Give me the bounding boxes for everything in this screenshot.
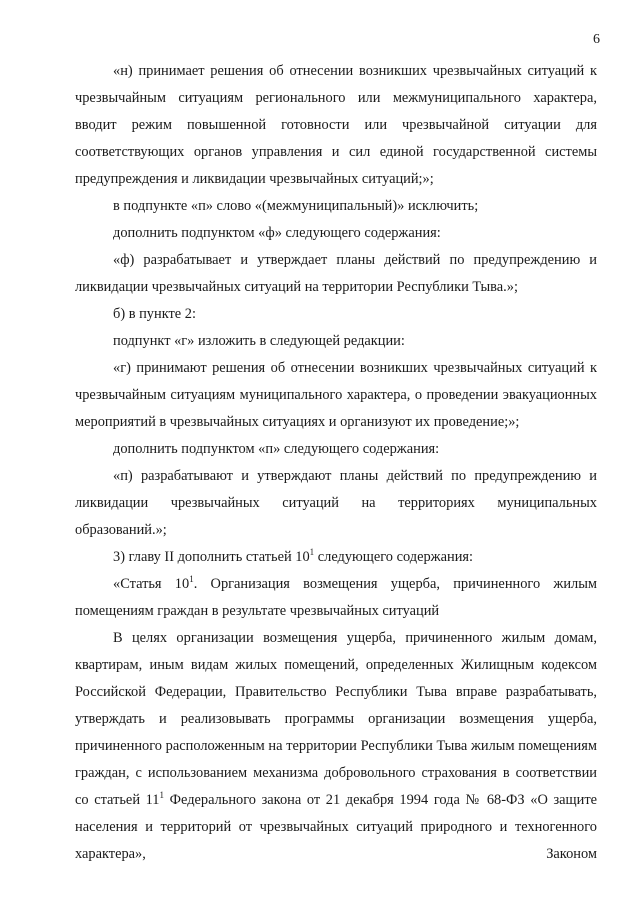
superscript: 1 [189,574,194,584]
article-body-text-end: Федерального закона от 21 декабря 1994 года № 68-ФЗ «О защите населения и территорий от чрезвычайных ситуаций природного и техногенного характера», Законом [75,792,597,862]
paragraph-b: б) в пункте 2: [113,306,196,322]
paragraph-chapter-add-text: 3) главу II дополнить статьей 10 [113,549,310,565]
article-body [75,625,597,868]
paragraph-chapter-add [75,544,597,571]
paragraph-n: «н) принимает решения об отнесении возникших чрезвычайных ситуаций к чрезвычайным ситуациям регионального или межмуниципального характера, вводит режим повышенной готовности или чрезвычайной ситуации для соответствующих органов управления и сил единой государственной системы предупреждения и ликвидации чрезвычайных ситуаций;»; [75,63,597,187]
paragraph-g-edit: подпункт «г» изложить в следующей редакции: [113,333,405,349]
article-heading-text-end: . Организация возмещения ущерба, причиненного жилым помещениям граждан в результате чрезвычайных ситуаций [75,576,598,619]
superscript: 1 [309,547,315,557]
document-body [75,58,597,868]
page-number: 6 [593,32,600,47]
paragraph-add-p: дополнить подпунктом «п» следующего содержания: [113,441,440,457]
article-heading-text: «Статья 10 [113,576,190,592]
paragraph-g: «г) принимают решения об отнесении возникших чрезвычайных ситуаций к чрезвычайным ситуациям муниципального характера, о проведении эвакуационных мероприятий в чрезвычайных ситуациях и организуют их проведение;»; [75,360,597,430]
paragraph-add-f: дополнить подпунктом «ф» следующего содержания: [113,225,441,241]
article-heading [75,571,597,625]
article-body-text: В целях организации возмещения ущерба, причиненного жилым домам, квартирам, иным видам жилых помещений, определенных Жилищным кодексом Российской Федерации, Правительство Республики Тыва вправе разрабатывать, утверждать и реализовывать программы организации возмещения ущерба, причиненного расположенным на территории Республики Тыва жилым помещениям граждан, с использованием механизма добровольного страхования в соответствии со статьей 11 [75,630,597,808]
paragraph-exclude-p: в подпункте «п» слово «(межмуниципальный)» исключить; [113,198,479,214]
paragraph-chapter-add-text-end: следующего содержания: [314,549,474,565]
paragraph-f: «ф) разрабатывает и утверждает планы действий по предупреждению и ликвидации чрезвычайных ситуаций на территории Республики Тыва.»; [75,252,597,295]
paragraph-p: «п) разрабатывают и утверждают планы действий по предупреждению и ликвидации чрезвычайных ситуаций на территориях муниципальных образований.»; [75,468,597,538]
superscript: 1 [159,790,164,800]
